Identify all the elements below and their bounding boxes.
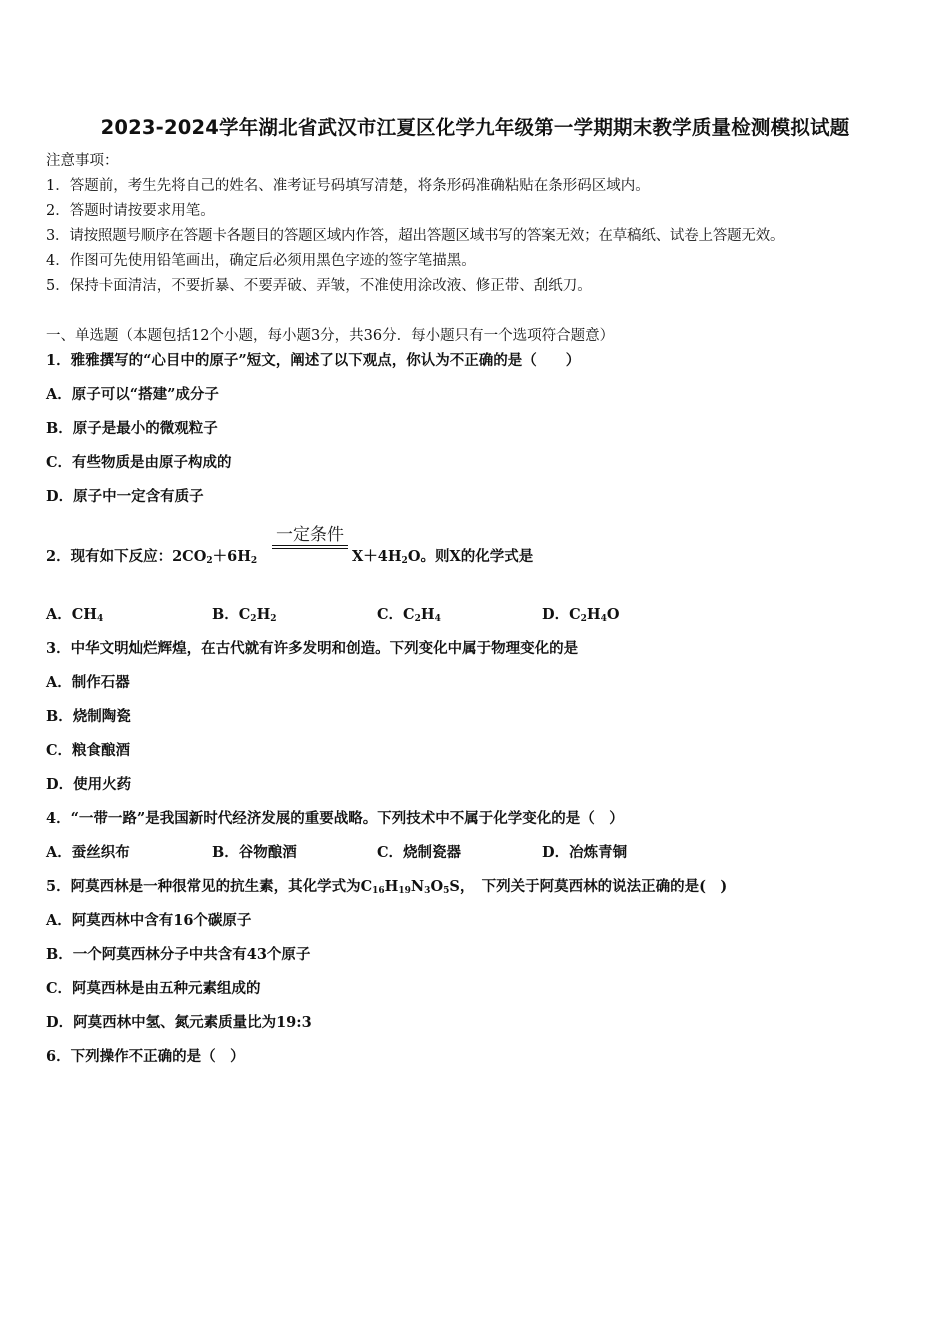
notice-item-3: 3．请按照题号顺序在答题卡各题目的答题区域内作答，超出答题区域书写的答案无效；在草稿纸、试卷上答题无效。	[46, 228, 785, 244]
q2-option-d-h: H	[586, 606, 601, 623]
q2-sub-2a: 2	[206, 556, 213, 566]
q2-option-b-text: B．C	[212, 606, 251, 623]
q3-option-c: C．粮食酿酒	[46, 742, 131, 759]
exam-title: 2023-2024学年湖北省武汉市江夏区化学九年级第一学期期末教学质量检测模拟试题	[100, 116, 850, 139]
equals-sign-top	[272, 545, 348, 546]
q2-stem-right	[352, 548, 533, 566]
q2-option-c-sub2: 4	[434, 614, 441, 624]
q3-option-a: A．制作石器	[46, 674, 130, 691]
q2-option-c-h: H	[420, 606, 435, 623]
q2-option-a-sub: 4	[97, 614, 104, 624]
q2-reactant-co2: 2CO	[172, 548, 207, 565]
q1-option-c: C．有些物质是由原子构成的	[46, 454, 232, 471]
section-heading: 一、单选题（本题包括12个小题，每小题3分，共36分．每小题只有一个选项符合题意）	[46, 328, 615, 344]
q2-option-d-o: O	[606, 606, 620, 623]
q1-option-b: B．原子是最小的微观粒子	[46, 420, 218, 437]
q2-reactant-h2: ＋6H	[212, 548, 251, 565]
q2-option-c	[377, 606, 441, 624]
q2-stem-left	[46, 548, 257, 566]
q1-option-a: A．原子可以“搭建”成分子	[46, 386, 219, 403]
q5-option-c: C．阿莫西林是由五种元素组成的	[46, 980, 261, 997]
q2-option-d	[542, 606, 620, 624]
q5-option-d: D．阿莫西林中氢、氮元素质量比为19:3	[46, 1014, 312, 1031]
q5-n: N	[410, 878, 425, 895]
q2-option-c-text: C．C	[377, 606, 415, 623]
q4-option-d: D．冶炼青铜	[542, 844, 628, 861]
notice-item-4: 4．作图可先使用铅笔画出，确定后必须用黑色字迹的签字笔描黑。	[46, 253, 476, 269]
q3-stem: 3．中华文明灿烂辉煌，在古代就有许多发明和创造。下列变化中属于物理变化的是	[46, 640, 579, 657]
q5-sub-3: 3	[424, 886, 431, 896]
q5-stem-suffix: S， 下列关于阿莫西林的说法正确的是( )	[449, 878, 728, 895]
q5-o: O	[430, 878, 444, 895]
q5-sub-16: 16	[372, 886, 385, 896]
q2-option-b-h: H	[256, 606, 271, 623]
q2-option-a-text: A．CH	[46, 606, 97, 623]
q1-option-d: D．原子中一定含有质子	[46, 488, 204, 505]
q4-option-b: B．谷物酿酒	[212, 844, 297, 861]
reaction-condition: 一定条件	[276, 525, 344, 545]
q5-stem	[46, 878, 727, 896]
q5-sub-19: 19	[398, 886, 411, 896]
q2-option-d-text: D．C	[542, 606, 581, 623]
q5-option-b: B．一个阿莫西林分子中共含有43个原子	[46, 946, 311, 963]
q3-option-d: D．使用火药	[46, 776, 132, 793]
q2-prefix: 2．现有如下反应：	[46, 548, 173, 565]
q5-option-a: A．阿莫西林中含有16个碳原子	[46, 912, 252, 929]
q2-option-c-sub1: 2	[414, 614, 421, 624]
q2-option-a	[46, 606, 103, 624]
q2-option-b	[212, 606, 277, 624]
q2-option-b-sub2: 2	[270, 614, 277, 624]
q2-sub-2c: 2	[401, 556, 408, 566]
q5-sub-5: 5	[443, 886, 450, 896]
q1-stem: 1．雅雅撰写的“心目中的原子”短文，阐述了以下观点，你认为不正确的是（ ）	[46, 352, 581, 369]
notice-item-5: 5．保持卡面清洁，不要折暴、不要弄破、弄皱，不准使用涂改液、修正带、刮纸刀。	[46, 278, 592, 294]
q6-stem: 6．下列操作不正确的是（ ）	[46, 1048, 245, 1065]
q5-h: H	[384, 878, 399, 895]
q4-stem: 4．“一带一路”是我国新时代经济发展的重要战略。下列技术中不属于化学变化的是（ ）	[46, 810, 624, 827]
q2-product: X＋4H	[352, 548, 402, 565]
q2-option-d-sub1: 2	[580, 614, 587, 624]
q5-stem-prefix: 5．阿莫西林是一种很常见的抗生素，其化学式为C	[46, 878, 373, 895]
q2-sub-2b: 2	[250, 556, 258, 566]
notice-item-2: 2．答题时请按要求用笔。	[46, 203, 215, 219]
q2-option-d-sub2: 4	[600, 614, 607, 624]
q3-option-b: B．烧制陶瓷	[46, 708, 131, 725]
q4-option-c: C．烧制瓷器	[377, 844, 462, 861]
notice-heading: 注意事项：	[46, 153, 119, 169]
notice-item-1: 1．答题前，考生先将自己的姓名、准考证号码填写清楚，将条形码准确粘贴在条形码区域内。	[46, 178, 650, 194]
q2-suffix: O。则X的化学式是	[407, 548, 534, 565]
equals-sign-bottom	[272, 548, 348, 549]
q4-option-a: A．蚕丝织布	[46, 844, 130, 861]
q2-option-b-sub1: 2	[250, 614, 257, 624]
